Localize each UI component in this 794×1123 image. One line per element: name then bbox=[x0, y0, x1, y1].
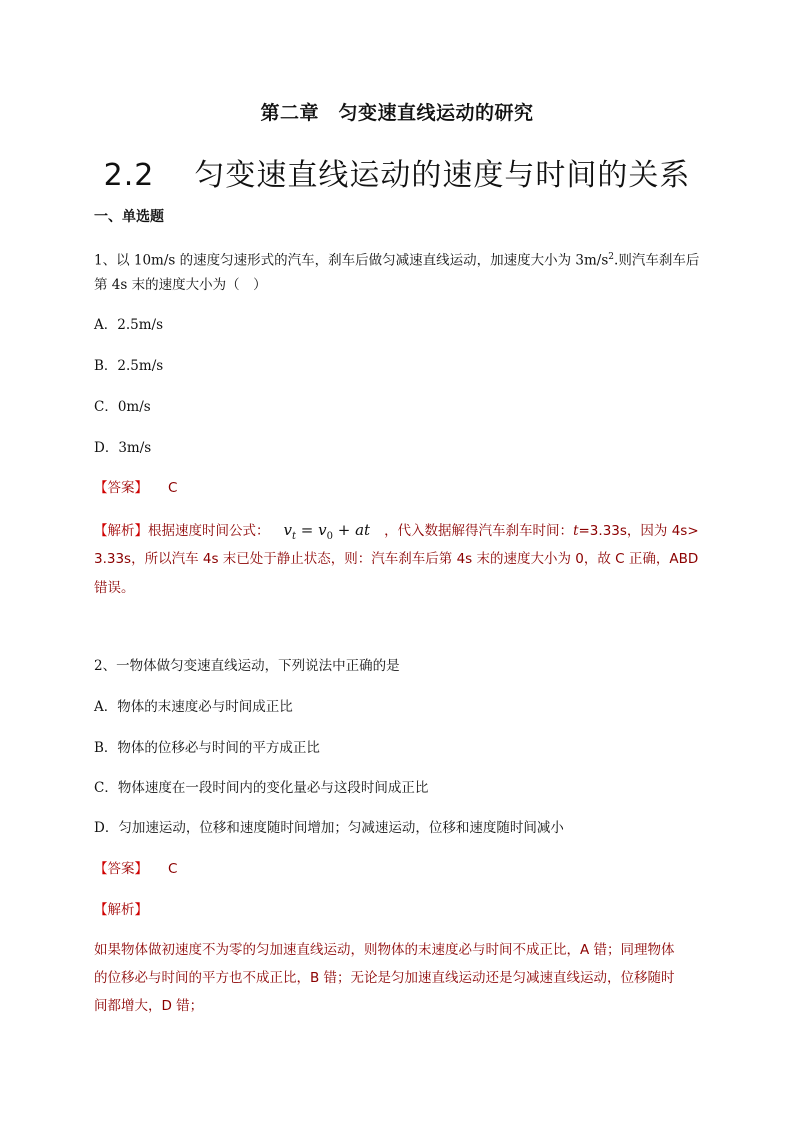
option-label: A． bbox=[94, 317, 118, 333]
option-text: 物体的末速度必与时间成正比 bbox=[117, 699, 293, 715]
question-2-analysis-line2: 的位移必与时间的平方也不成正比，B 错；无论是匀加速直线运动还是匀减速直线运动，位移随时 bbox=[94, 970, 675, 986]
answer-label: 答案 bbox=[107, 480, 135, 496]
question-1-option-d bbox=[94, 438, 151, 458]
analysis-label: 解析 bbox=[107, 523, 135, 539]
option-text: 物体的位移必与时间的平方成正比 bbox=[117, 740, 320, 756]
question-2-analysis-line3: 间都增大，D 错； bbox=[94, 998, 204, 1014]
analysis-text: ，代入数据解得汽车刹车时间： bbox=[384, 523, 574, 539]
option-label: C． bbox=[94, 780, 118, 796]
option-text: 2.5m/s bbox=[117, 358, 164, 374]
option-text: 2.5m/s bbox=[117, 317, 163, 333]
analysis-text: 根据速度时间公式： bbox=[148, 523, 270, 539]
option-label: B． bbox=[94, 358, 118, 374]
question-1-analysis-line3: 错误。 bbox=[94, 580, 135, 596]
question-1-analysis-line1 bbox=[94, 520, 699, 547]
question-1-option-a bbox=[94, 315, 163, 335]
question-2-stem: 2、一物体做匀变速直线运动，下列说法中正确的是 bbox=[94, 658, 400, 674]
analysis-label: 解析 bbox=[107, 902, 135, 918]
answer-label: 答案 bbox=[107, 861, 135, 877]
question-2-answer bbox=[94, 859, 177, 879]
stem-text: .则汽车刹车后 bbox=[614, 252, 700, 269]
option-text: 0m/s bbox=[117, 399, 151, 415]
bracket-close: 】 bbox=[134, 861, 148, 877]
bracket-open: 【 bbox=[94, 523, 108, 539]
option-label: A． bbox=[94, 699, 118, 715]
section-title bbox=[0, 150, 794, 194]
bracket-open: 【 bbox=[94, 861, 108, 877]
section-number: 2.2 bbox=[103, 158, 155, 193]
answer-value: C bbox=[168, 480, 178, 496]
option-label: D． bbox=[94, 820, 119, 836]
question-2-option-b bbox=[94, 738, 320, 758]
velocity-formula: $v_t = v_0$ + at bbox=[283, 521, 371, 542]
question-1-answer bbox=[94, 478, 177, 498]
question-1-stem-line1 bbox=[94, 247, 699, 271]
question-1-analysis-line2: 3.33s，所以汽车 4s 末已处于静止状态，则：汽车刹车后第 4s 末的速度大小为 0，故 C 正确，ABD bbox=[94, 551, 699, 567]
question-2-analysis-heading bbox=[94, 900, 148, 920]
option-text: 物体速度在一段时间内的变化量必与这段时间成正比 bbox=[117, 780, 429, 796]
bracket-close: 】 bbox=[134, 523, 148, 539]
superscript: 2 bbox=[608, 252, 615, 262]
question-1-option-b bbox=[94, 356, 163, 376]
bracket-open: 【 bbox=[94, 902, 108, 918]
question-2-option-d bbox=[94, 818, 564, 838]
question-2-option-a bbox=[94, 697, 293, 717]
question-2-analysis-line1: 如果物体做初速度不为零的匀加速直线运动，则物体的末速度必与时间不成正比，A 错；同理物体 bbox=[94, 942, 675, 958]
section-title-text: 匀变速直线运动的速度与时间的关系 bbox=[194, 158, 691, 193]
answer-value: C bbox=[168, 861, 178, 877]
question-2-option-c bbox=[94, 778, 428, 798]
stem-text: 1、以 10m/s 的速度匀速形式的汽车，刹车后做匀减速直线运动，加速度大小为 3m/s bbox=[94, 252, 609, 269]
bracket-close: 】 bbox=[134, 902, 148, 918]
option-text: 匀加速运动，位移和速度随时间增加；匀减速运动，位移和速度随时间减小 bbox=[118, 820, 564, 836]
option-text: 3m/s bbox=[118, 440, 152, 456]
question-1-option-c bbox=[94, 397, 151, 417]
chapter-title: 第二章 匀变速直线运动的研究 bbox=[260, 102, 534, 124]
bracket-close: 】 bbox=[134, 480, 148, 496]
option-label: D． bbox=[94, 440, 119, 456]
option-label: C． bbox=[94, 399, 118, 415]
variable-t: t bbox=[573, 523, 579, 539]
question-type-heading: 一、单选题 bbox=[94, 209, 164, 225]
question-1-stem-line2: 第 4s 末的速度大小为（ ） bbox=[94, 277, 267, 293]
analysis-text: =3.33s，因为 4s> bbox=[578, 523, 699, 539]
bracket-open: 【 bbox=[94, 480, 108, 496]
option-label: B． bbox=[94, 740, 118, 756]
